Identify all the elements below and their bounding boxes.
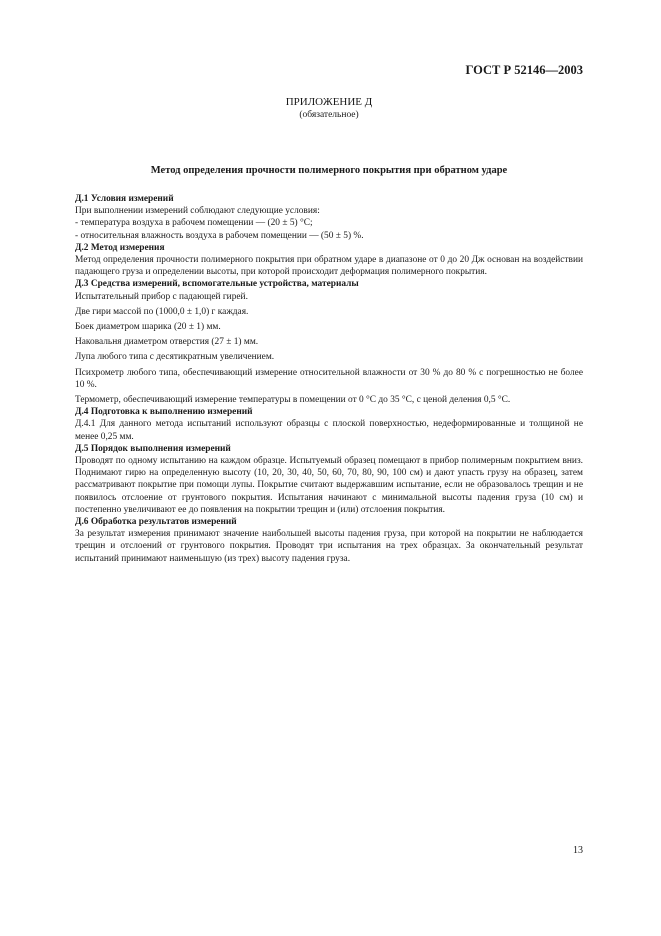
list-item: Две гири массой по (1000,0 ± 1,0) г каждая.	[75, 306, 249, 317]
section-heading-d6: Д.6 Обработка результатов измерений	[75, 517, 237, 528]
standard-code: ГОСТ Р 52146—2003	[465, 63, 583, 77]
paragraph: Метод определения прочности полимерного покрытия при обратном ударе в диапазоне от 0 до 20 Дж основан на воздействии падающего груза и определении высоты, при которой происходит деформация полимерного покрытия.	[75, 255, 583, 278]
document-body	[75, 193, 583, 565]
section-heading-d4: Д.4 Подготовка к выполнению измерений	[75, 407, 253, 418]
annex-label: ПРИЛОЖЕНИЕ Д	[285, 96, 373, 108]
list-item: Боек диаметром шарика (20 ± 1) мм.	[75, 322, 221, 333]
section-heading-d5: Д.5 Порядок выполнения измерений	[75, 443, 231, 454]
section-heading-d2: Д.2 Метод измерения	[75, 242, 165, 253]
paragraph: Проводят по одному испытанию на каждом образце. Испытуемый образец помещают в прибор полимерным покрытием вниз. Поднимают гирю на определенную высоту (10, 20, 30, 40, 50, 60, 70, 80, 90, 100 см) и дают упасть грузу на образец, затем рассматривают покрытие при помощи лупы. Покрытие считают выдержавшим испытание, если не образовалось трещин и не появилось отслоение от грунтового покрытия. Испытания начинают с минимальной высоты падения груза (10 см) и постепенно увеличивают ее до появления на покрытии трещин и (или) отслоения покрытия.	[75, 456, 583, 515]
list-item: Испытательный прибор с падающей гирей.	[75, 291, 248, 302]
paragraph: Д.4.1 Для данного метода испытаний используют образцы с плоской поверхностью, недеформированные и толщиной не менее 0,25 мм.	[75, 419, 583, 442]
list-item: Наковальня диаметром отверстия (27 ± 1) мм.	[75, 337, 259, 348]
annex-heading	[75, 96, 583, 122]
paragraph: За результат измерения принимают значение наибольшей высоты падения груза, при которой на покрытии не наблюдается трещин и отслоений от грунтового покрытия. Проводят три испытания на трех образцах. За окончательный результат испытаний принимают наименьшую (из трех) высоту падения груза.	[75, 529, 583, 564]
annex-status: (обязательное)	[299, 110, 359, 120]
list-item: - относительная влажность воздуха в рабочем помещении — (50 ± 5) %.	[75, 230, 364, 241]
section-heading-d1: Д.1 Условия измерений	[75, 194, 174, 204]
page-number: 13	[573, 845, 583, 856]
paragraph: При выполнении измерений соблюдают следующие условия:	[75, 206, 320, 217]
document-page	[75, 0, 583, 936]
method-title: Метод определения прочности полимерного покрытия при обратном ударе	[150, 165, 508, 176]
paragraph: Термометр, обеспечивающий измерение температуры в помещении от 0 °С до 35 °С, с ценой деления 0,5 °С.	[75, 395, 511, 406]
list-item: Лупа любого типа с десятикратным увеличением.	[75, 352, 275, 363]
section-heading-d3: Д.3 Средства измерений, вспомогательные устройства, материалы	[75, 279, 359, 290]
list-item: - температура воздуха в рабочем помещении — (20 ± 5) °С;	[75, 218, 313, 229]
paragraph: Психрометр любого типа, обеспечивающий измерение относительной влажности от 30 % до 80 % с погрешностью не более 10 %.	[75, 367, 583, 390]
